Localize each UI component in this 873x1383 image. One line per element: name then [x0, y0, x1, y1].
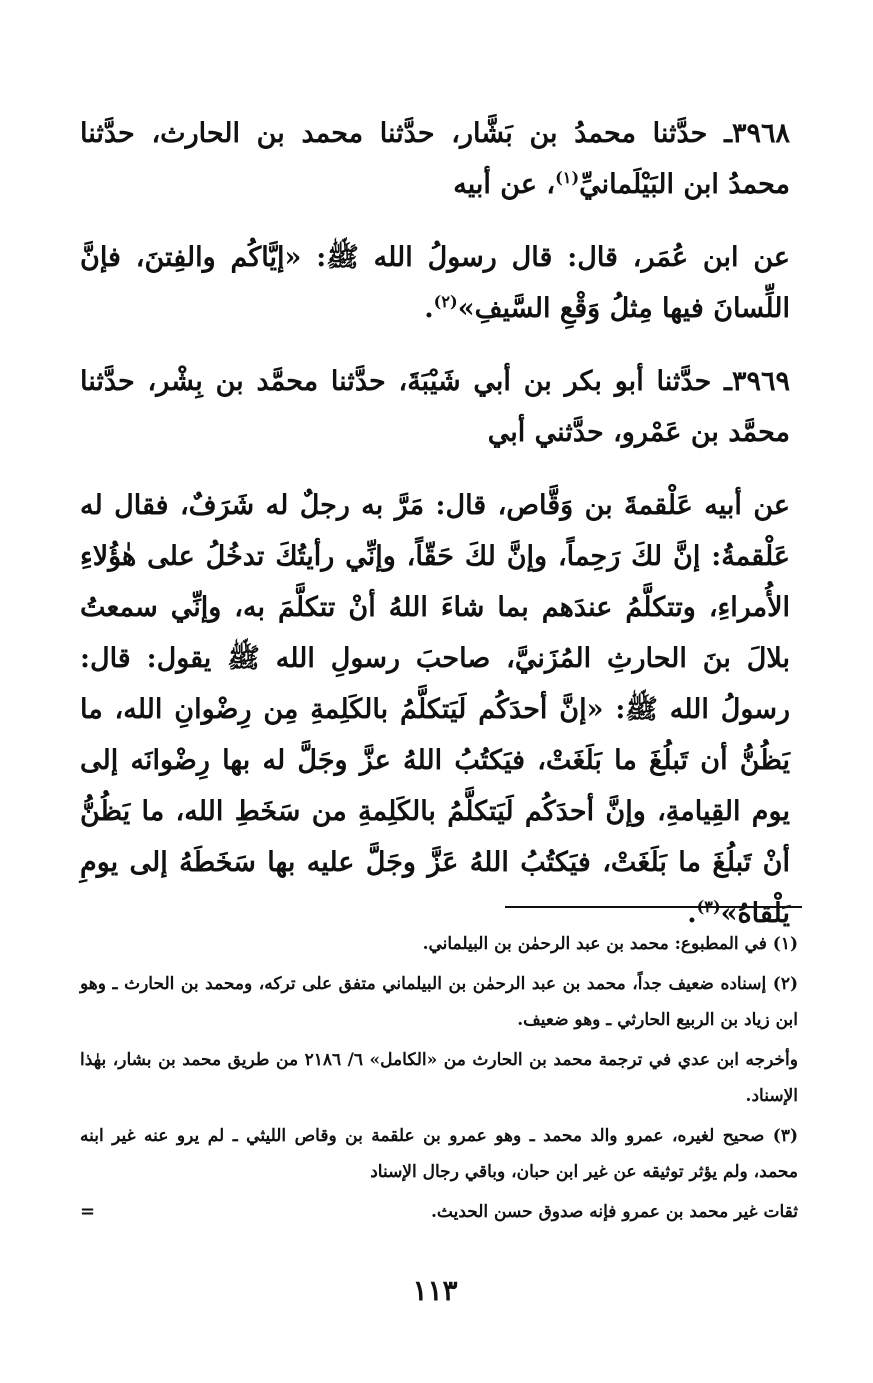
- main-text: [80, 108, 790, 939]
- hadith-3969-isnad: [80, 356, 790, 458]
- hadith-3968-isnad-tail: ، عن أبيه: [453, 169, 556, 200]
- footnote-3-last-line: [80, 1194, 798, 1230]
- footnote-1: (١) في المطبوع: محمد بن عبد الرحمٰن بن البيلماني.: [422, 934, 798, 954]
- footnote-ref-1: (١): [555, 168, 580, 187]
- page-number: ١١٣: [412, 1274, 458, 1307]
- footnote-separator: [505, 906, 802, 908]
- footnote-ref-2: (٢): [433, 292, 458, 311]
- footnote-3: (٣) صحيح لغيره، عمرو والد محمد ـ وهو عمرو بن علقمة بن وقاص الليثي ـ لم يرو عنه غير ابنه محمد، ولم يؤثر توثيقه عن غير ابن حبان، وباقي رجال الإسناد: [80, 1126, 798, 1182]
- continuation-mark: =: [80, 1201, 96, 1222]
- hadith-3968-matn-text: عن ابن عُمَر، قال: قال رسولُ الله ﷺ: «إيَّاكُم والفِتنَ، فإنَّ اللِّسانَ فيها مِثلُ وَقْعِ السَّيفِ»: [80, 242, 790, 324]
- hadith-3969-matn: [80, 480, 790, 939]
- footnote-ref-3: (٣): [696, 897, 721, 916]
- hadith-3968-matn: [80, 232, 790, 334]
- hadith-3969-matn-tail: .: [687, 898, 697, 929]
- footnote-2: (٢) إسناده ضعيف جداً، محمد بن عبد الرحمٰن بن البيلماني متفق على تركه، ومحمد بن الحارث ـ وهو ابن زياد بن الربيع الحارثي ـ وهو ضعيف.: [80, 974, 798, 1030]
- hadith-3969-matn-text: عن أبيه عَلْقمةَ بن وَقَّاص، قال: مَرَّ به رجلٌ له شَرَفٌ، فقال له عَلْقمةُ: إنَّ لكَ رَحِماً، وإنَّ لكَ حَقّاً، وإنِّي رأيتُكَ تدخُلُ على هٰؤُلاءِ الأُمراءِ، وتتكلَّمُ عندَهم بما شاءَ اللهُ أنْ تتكلَّمَ به، وإنِّي سمعتُ بلالَ بنَ الحارثِ المُزَنيَّ، صاحبَ رسولِ الله ﷺ يقول: قال: رسولُ الله ﷺ: «إنَّ أحدَكُم لَيَتكلَّمُ بالكَلِمةِ مِن رِضْوانِ الله، ما يَظُنُّ أن تَبلُغَ ما بَلَغَتْ، فيَكتُبُ اللهُ عزَّ وجَلَّ له بها رِضْوانَه إلى يوم القِيامةِ، وإنَّ أحدَكُم لَيَتكلَّمُ بالكَلِمةِ من سَخَطِ الله، ما يَظُنُّ أنْ تَبلُغَ ما بَلَغَتْ، فيَكتُبُ اللهُ عَزَّ وجَلَّ عليه بها سَخَطَهُ إلى يومِ يَلْقاهُ»: [80, 490, 791, 929]
- hadith-3969-isnad-text: ٣٩٦٩ـ حدَّثنا أبو بكر بن أبي شَيْبَةَ، حدَّثنا محمَّد بن بِشْر، حدَّثنا محمَّد بن عَمْرو، حدَّثني أبي: [80, 366, 790, 448]
- footnotes: [80, 926, 798, 1234]
- hadith-3968-isnad: [80, 108, 790, 210]
- hadith-3968-isnad-text: ٣٩٦٨ـ حدَّثنا محمدُ بن بَشَّار، حدَّثنا محمد بن الحارث، حدَّثنا محمدُ ابن البَيْلَمانيِّ: [80, 118, 790, 200]
- footnote-3-last-text: ثقات غير محمد بن عمرو فإنه صدوق حسن الحديث.: [431, 1202, 798, 1222]
- footnote-2-continued: وأخرجه ابن عدي في ترجمة محمد بن الحارث من «الكامل» ٦/ ٢١٨٦ من طريق محمد بن بشار، بهٰذا الإسناد.: [80, 1050, 798, 1106]
- hadith-3968-matn-tail: .: [424, 293, 434, 324]
